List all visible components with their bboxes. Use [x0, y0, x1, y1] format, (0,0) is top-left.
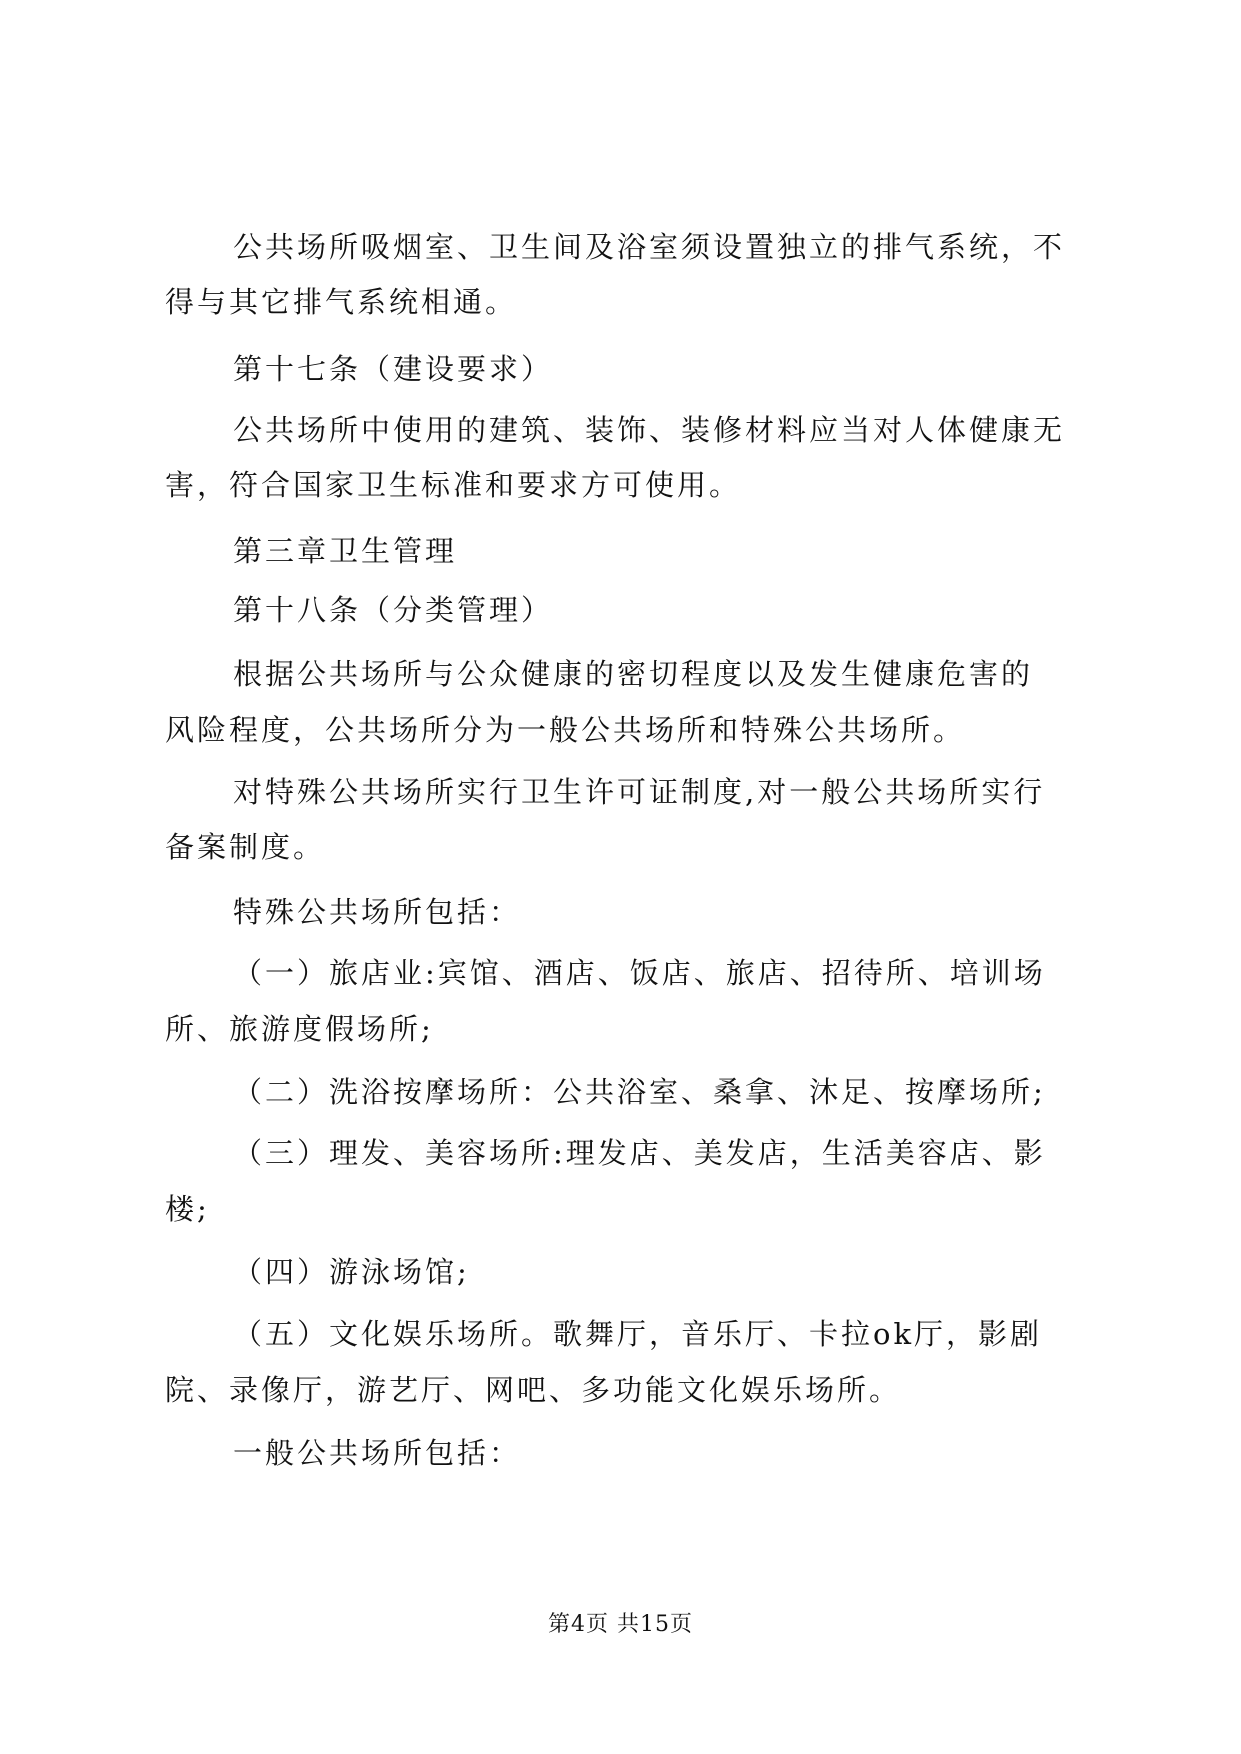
paragraph-line: 风险程度，公共场所分为一般公共场所和特殊公共场所。 [165, 713, 966, 747]
paragraph-line: 公共场所吸烟室、卫生间及浴室须设置独立的排气系统，不 [233, 230, 1066, 264]
article-heading: 第十八条（分类管理） [233, 593, 554, 627]
paragraph-line: 一般公共场所包括： [233, 1436, 522, 1470]
paragraph-line: 得与其它排气系统相通。 [165, 285, 518, 319]
page-number-footer: 第4页 共15页 [548, 1612, 693, 1637]
paragraph-line: 公共场所中使用的建筑、装饰、装修材料应当对人体健康无 [233, 413, 1066, 447]
list-item: （三）理发、美容场所:理发店、美发店，生活美容店、影 [233, 1136, 1046, 1170]
paragraph-line: 根据公共场所与公众健康的密切程度以及发生健康危害的 [233, 657, 1034, 691]
list-item: 楼; [165, 1192, 210, 1226]
paragraph-line: 备案制度。 [165, 830, 326, 864]
list-item: （二）洗浴按摩场所：公共浴室、桑拿、沐足、按摩场所; [233, 1075, 1046, 1109]
paragraph-line: 对特殊公共场所实行卫生许可证制度,对一般公共场所实行 [233, 775, 1046, 809]
list-item: 所、旅游度假场所; [165, 1012, 434, 1046]
list-item: （五）文化娱乐场所。歌舞厅，音乐厅、卡拉ok厅，影剧 [233, 1317, 1043, 1351]
list-item: （四）游泳场馆; [233, 1255, 470, 1289]
list-item: 院、录像厅，游艺厅、网吧、多功能文化娱乐场所。 [165, 1373, 902, 1407]
paragraph-line: 特殊公共场所包括： [233, 895, 522, 929]
chapter-heading: 第三章卫生管理 [233, 534, 458, 568]
list-item: （一）旅店业:宾馆、酒店、饭店、旅店、招待所、培训场 [233, 956, 1046, 990]
paragraph-line: 害，符合国家卫生标准和要求方可使用。 [165, 468, 742, 502]
article-heading: 第十七条（建设要求） [233, 352, 554, 386]
